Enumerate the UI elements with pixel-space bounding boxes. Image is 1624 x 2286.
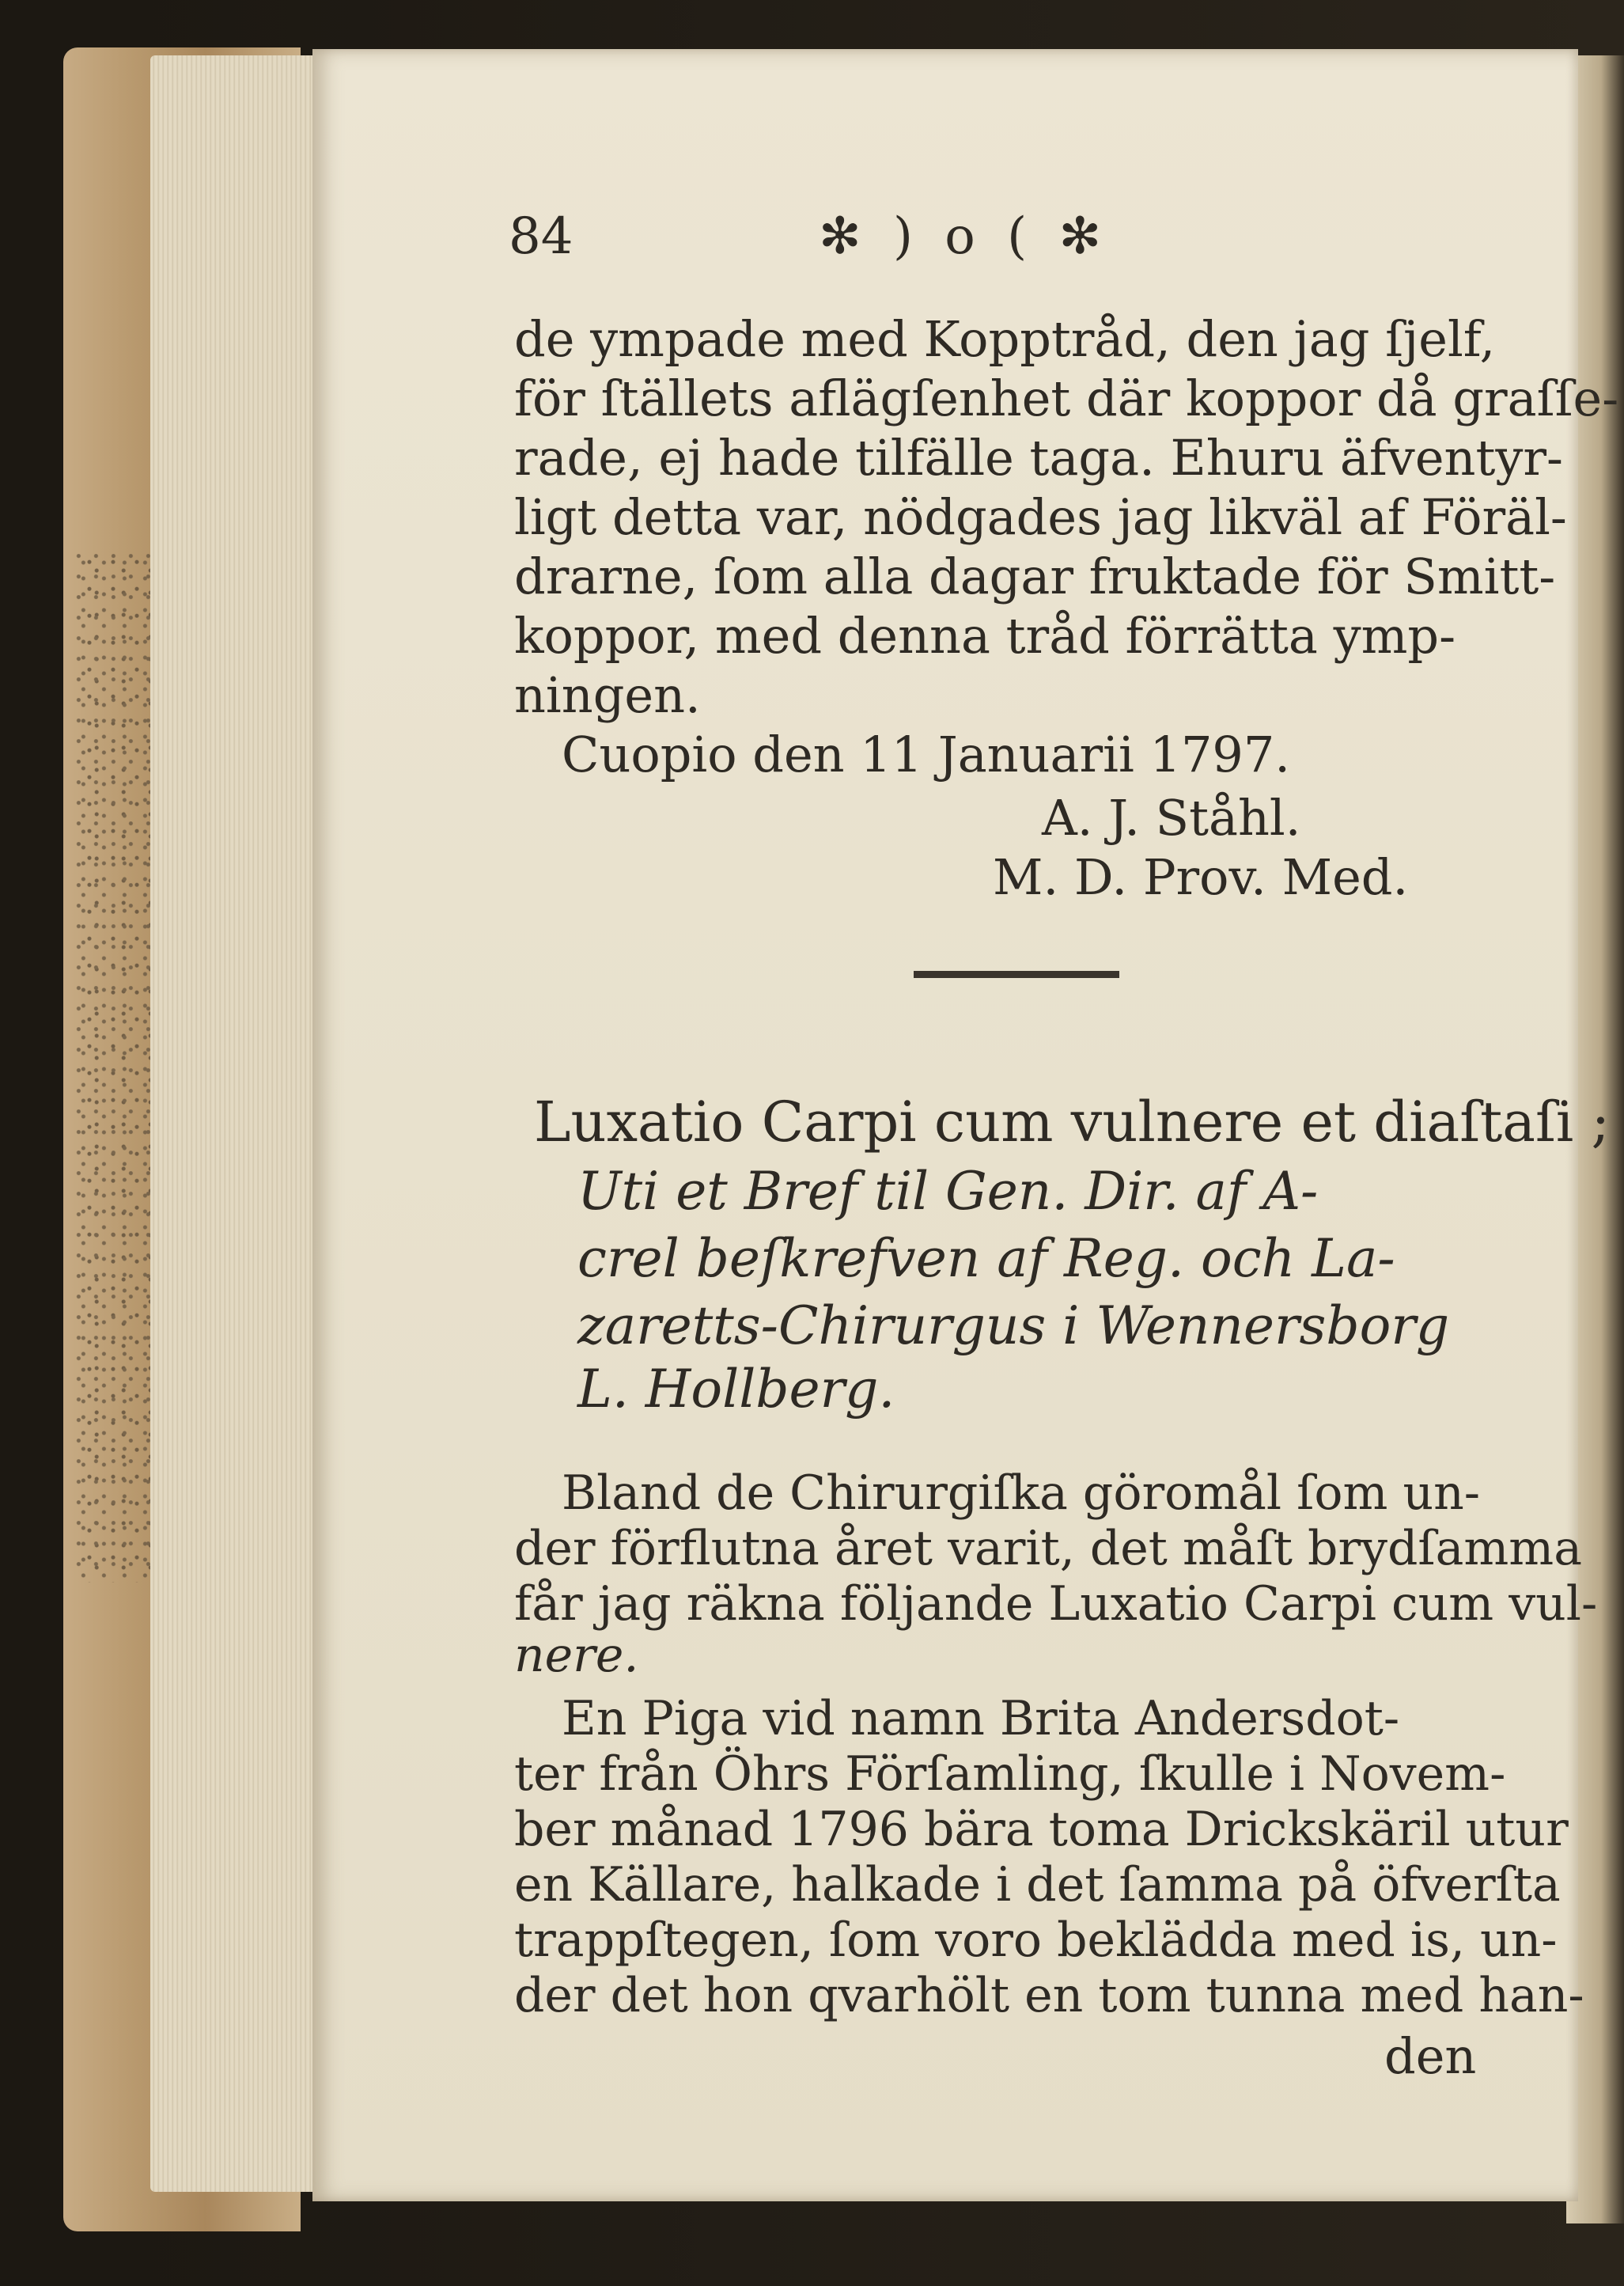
letter-line: rade, ej hade tilfälle taga. Ehuru äfventyr- [514, 429, 1563, 487]
paragraph-line: ter från Öhrs Förſamling, ſkulle i Novem- [514, 1746, 1506, 1802]
paragraph-line: trappſtegen, ſom voro beklädda med is, un- [514, 1913, 1558, 1968]
dateline: Cuopio den 11 Januarii 1797. [562, 726, 1291, 783]
section-divider [914, 971, 1119, 978]
book-page [312, 49, 1619, 2201]
article-title: Luxatio Carpi cum vulnere et diaſtaſi ; [534, 1090, 1611, 1154]
letter-line: för ſtällets aflägſenhet där koppor då graſſe- [514, 370, 1619, 427]
paragraph-line: nere. [514, 1628, 639, 1683]
paragraph-line: der förflutna året varit, det måſt brydſamma [514, 1521, 1582, 1576]
paragraph-line: får jag räkna följande Luxatio Carpi cum vul- [514, 1576, 1598, 1632]
paragraph-line: en Källare, halkade i det ſamma på öfverſta [514, 1857, 1561, 1913]
letter-line: koppor, med denna tråd förrätta ymp- [514, 607, 1456, 665]
paragraph-line: ber månad 1796 bära toma Drickskäril utur [514, 1802, 1569, 1857]
page-block-edges [150, 55, 332, 2192]
catchword: den [1384, 2027, 1477, 2085]
article-subtitle-line: L. Hollberg. [577, 1359, 895, 1420]
page-number: 84 [509, 207, 574, 266]
foxing-spots [75, 554, 162, 1583]
letter-line: ligt detta var, nödgades jag likväl af Föräl- [514, 488, 1567, 546]
article-subtitle-line: zaretts-Chirurgus i Wennersborg [577, 1295, 1450, 1356]
letter-line: ningen. [514, 666, 701, 724]
paragraph-line: En Piga vid namn Brita Andersdot- [562, 1691, 1400, 1746]
signature-name: A. J. Ståhl. [1042, 789, 1301, 847]
signature-title: M. D. Prov. Med. [993, 848, 1409, 906]
header-ornament: ✻ ) o ( ✻ [819, 207, 1110, 266]
letter-line: de ympade med Kopptråd, den jag ſjelf, [514, 310, 1496, 368]
paragraph-line: der det hon qvarhölt en tom tunna med han- [514, 1968, 1584, 2023]
article-subtitle-line: crel beſkrefven af Reg. och La- [577, 1228, 1395, 1289]
paragraph-line: Bland de Chirurgiſka göromål ſom un- [562, 1465, 1481, 1521]
article-subtitle-line: Uti et Bref til Gen. Dir. af A- [577, 1161, 1319, 1222]
letter-line: drarne, ſom alla dagar fruktade för Smitt- [514, 548, 1556, 605]
